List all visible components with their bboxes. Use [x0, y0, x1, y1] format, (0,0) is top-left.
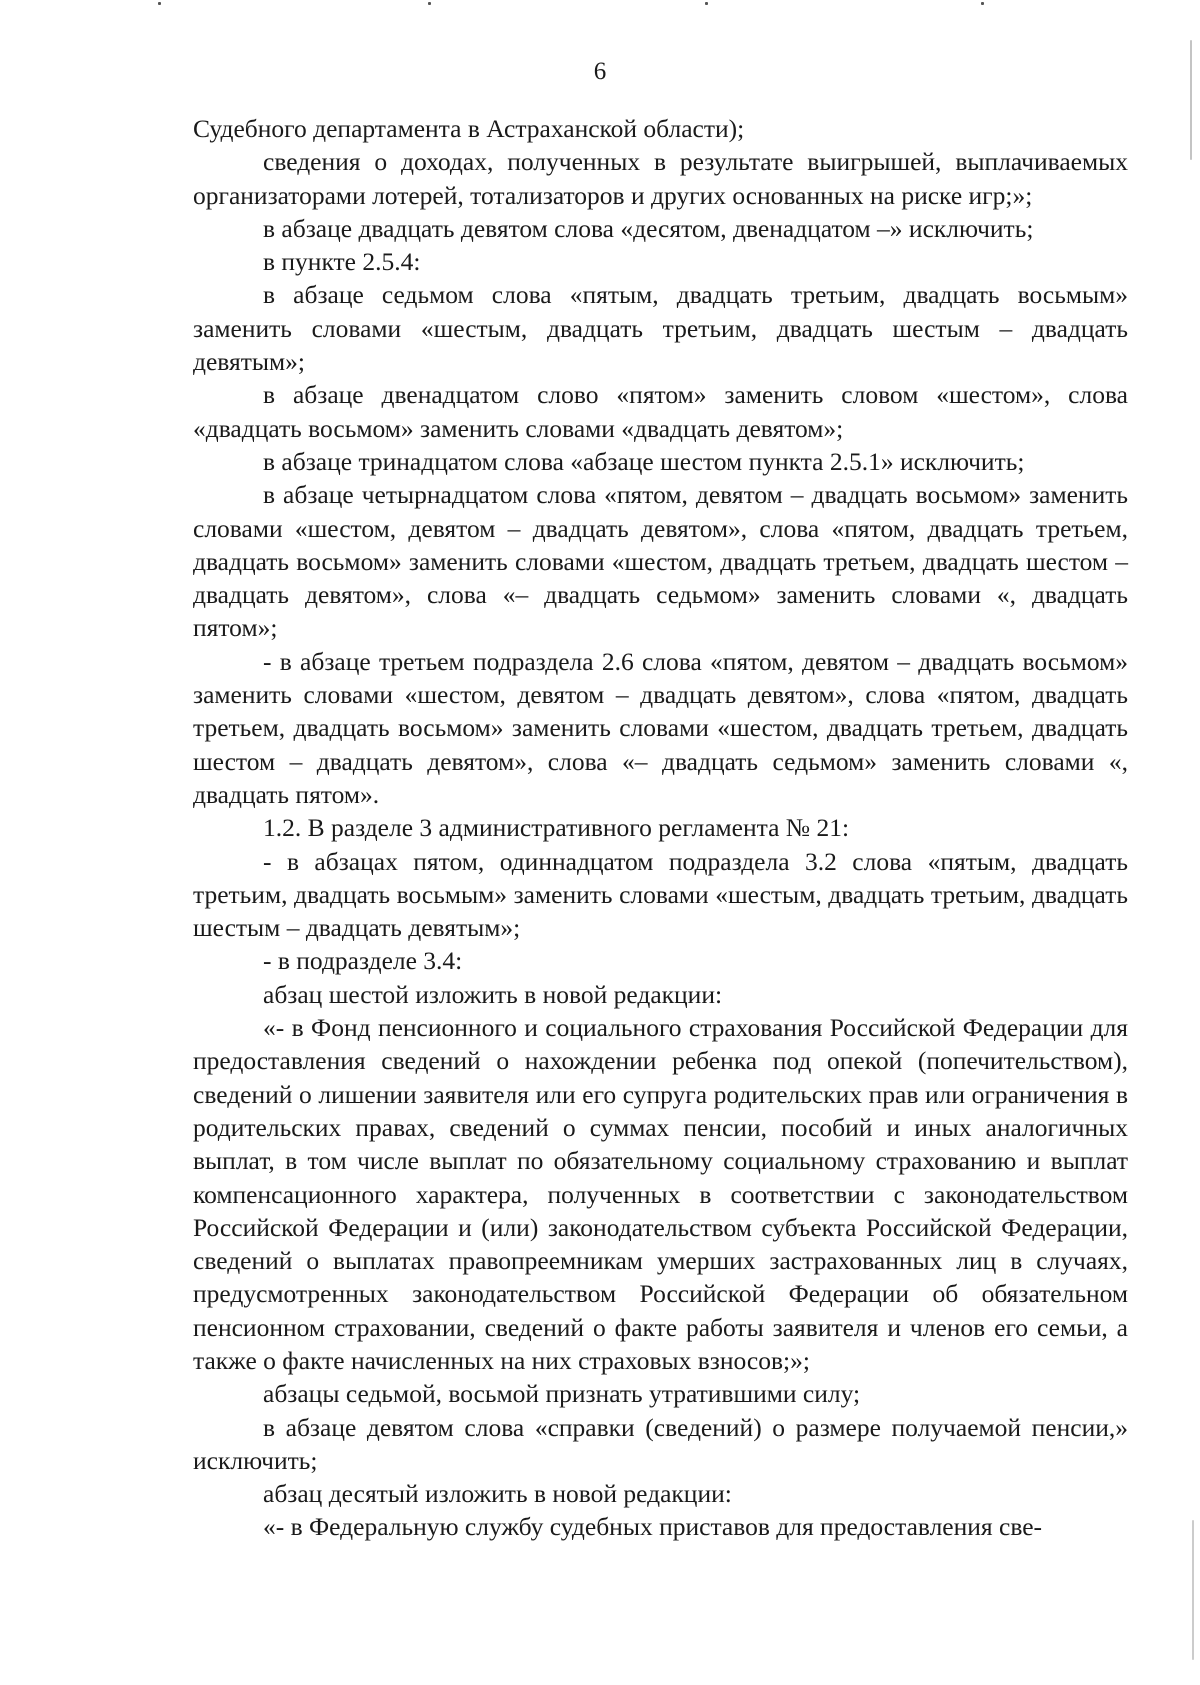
- paragraph: в пункте 2.5.4:: [263, 247, 421, 277]
- paragraph: - в абзаце третьем подраздела 2.6 слова «пятом, девятом – двадцать восьмом» заменить словами «шестом, девятом – двадцать девятом», слова «пятом, двадцать третьем, двадцать восьмом» заменить словами «шестом, двадцать третьем, двадцать шестом – двадцать девятом», слова «– двадцать седьмом» заменить словами «, двадцать пятом».: [193, 646, 1128, 809]
- paragraph: в абзаце двадцать девятом слова «десятом, двенадцатом –» исключить;: [263, 213, 1034, 243]
- paragraph: абзац десятый изложить в новой редакции:: [263, 1479, 732, 1509]
- paragraph: абзац шестой изложить в новой редакции:: [263, 979, 723, 1009]
- scan-artifact: [428, 2, 431, 5]
- scan-artifact: [1190, 40, 1192, 160]
- page-number: 6: [593, 58, 607, 85]
- scan-artifact: [705, 2, 708, 5]
- paragraph: «- в Федеральную службу судебных приставов для предоставления све-: [263, 1512, 1043, 1542]
- paragraph: - в подразделе 3.4:: [263, 946, 463, 976]
- paragraph: - в абзацах пятом, одиннадцатом подраздела 3.2 слова «пятым, двадцать третьим, двадцать восьмым» заменить словами «шестым, двадцать третьим, двадцать шестым – двадцать девятым»;: [193, 846, 1128, 943]
- document-body: [193, 112, 1128, 1544]
- paragraph: сведения о доходах, полученных в результате выигрышей, выплачиваемых организаторами лотерей, тотализаторов и других основанных на риске игр;»;: [193, 147, 1128, 210]
- scan-artifact: [1192, 1520, 1194, 1660]
- paragraph: в абзаце четырнадцатом слова «пятом, девятом – двадцать восьмом» заменить словами «шестом, девятом – двадцать девятом», слова «пятом, двадцать третьем, двадцать восьмом» заменить словами «шестом, двадцать третьем, двадцать шестом – двадцать девятом», слова «– двадцать седьмом» заменить словами «, двадцать пятом»;: [193, 480, 1128, 643]
- paragraph: в абзаце тринадцатом слова «абзаце шестом пункта 2.5.1» исключить;: [263, 446, 1025, 476]
- paragraph: в абзаце двенадцатом слово «пятом» заменить словом «шестом», слова «двадцать восьмом» заменить словами «двадцать девятом»;: [193, 380, 1128, 443]
- paragraph: Судебного департамента в Астраханской области);: [193, 114, 745, 143]
- paragraph: в абзаце седьмом слова «пятым, двадцать третьим, двадцать восьмым» заменить словами «шестым, двадцать третьим, двадцать шестым – двадцать девятым»;: [193, 280, 1128, 377]
- scan-artifact: [981, 2, 984, 5]
- scan-artifact: [158, 2, 161, 5]
- paragraph: 1.2. В разделе 3 административного регламента № 21:: [263, 813, 850, 843]
- paragraph: в абзаце девятом слова «справки (сведений) о размере получаемой пенсии,» исключить;: [193, 1412, 1128, 1475]
- paragraph: абзацы седьмой, восьмой признать утратившими силу;: [263, 1379, 861, 1409]
- paragraph: «- в Фонд пенсионного и социального страхования Российской Федерации для предоставления сведений о нахождении ребенка под опекой (попечительством), сведений о лишении заявителя или его супруга родительских прав или ограничения в родительских правах, сведений о суммах пенсии, пособий и иных аналогичных выплат, в том числе выплат по обязательному социальному страхованию и выплат компенсационного характера, полученных в соответствии с законодательством Российской Федерации и (или) законодательством субъекта Российской Федерации, сведений о выплатах правопреемникам умерших застрахованных лиц в случаях, предусмотренных законодательством Российской Федерации об обязательном пенсионном страховании, сведений о факте работы заявителя и членов его семьи, а также о факте начисленных на них страховых взносов;»;: [193, 1013, 1128, 1375]
